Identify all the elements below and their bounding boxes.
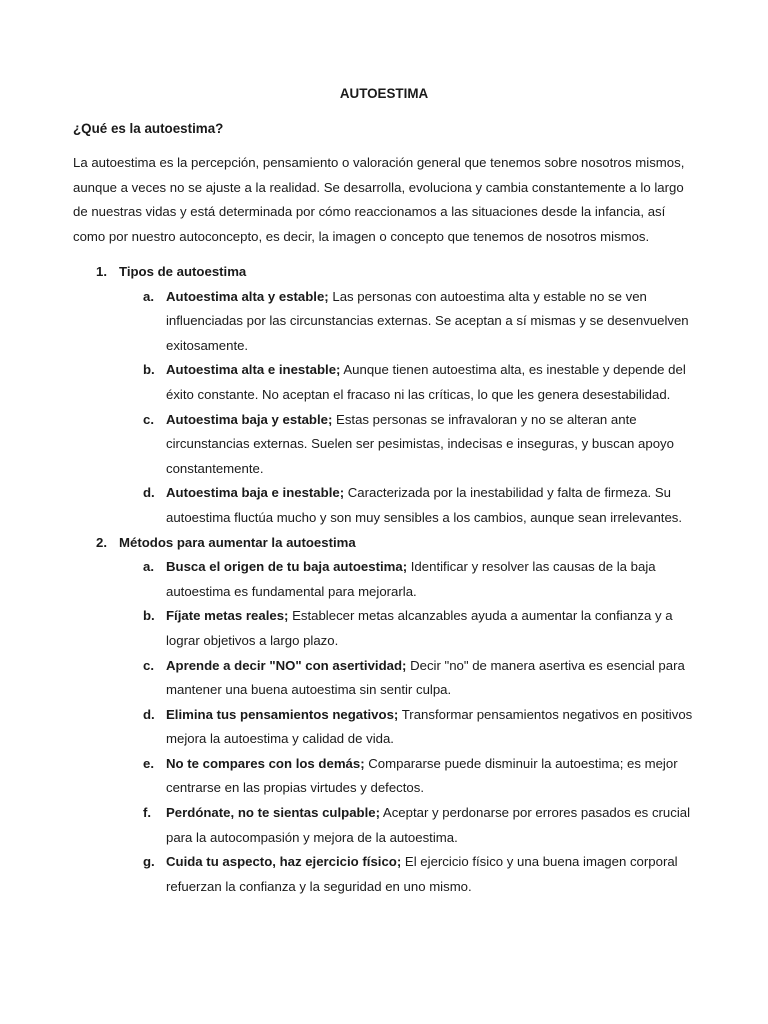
list-item-letter: d. xyxy=(143,485,155,501)
list-item-text: Establecer metas alcanzables ayuda a aumentar la confianza y a lograr objetivos a largo plazo. xyxy=(166,608,673,648)
list-item-term: Autoestima baja y estable; xyxy=(166,411,333,427)
list-item-text: Aunque tienen autoestima alta, es inestable y depende del éxito constante. No aceptan el fracaso ni las críticas, lo que les genera desestabilidad. xyxy=(166,362,686,402)
list-item-term: Aprende a decir "NO" con asertividad; xyxy=(166,657,407,673)
list-item xyxy=(73,654,695,703)
list-item-letter: b. xyxy=(143,362,155,378)
section-number: 1. xyxy=(96,264,107,279)
list-item-term: Fíjate metas reales; xyxy=(166,608,289,624)
list-item xyxy=(73,285,695,359)
list-item xyxy=(73,408,695,482)
list-item-term: Perdónate, no te sientas culpable; xyxy=(166,805,380,821)
list-item-letter: g. xyxy=(143,854,155,870)
list-item xyxy=(73,481,695,530)
list-item-text: Aceptar y perdonarse por errores pasados es crucial para la autocompasión y mejora de la autoestima. xyxy=(166,805,691,845)
list-item xyxy=(73,801,695,850)
section-heading-text: Tipos de autoestima xyxy=(119,264,247,279)
list-section xyxy=(73,531,695,900)
sublist xyxy=(73,285,695,531)
list-item xyxy=(73,850,695,899)
section-heading xyxy=(73,531,695,556)
list-item-letter: f. xyxy=(143,805,152,821)
list-item-term: Autoestima baja e inestable; xyxy=(166,485,345,501)
section-heading-text: Métodos para aumentar la autoestima xyxy=(119,534,356,550)
list-item-term: Elimina tus pensamientos negativos; xyxy=(166,706,399,722)
list-item-term: Autoestima alta y estable; xyxy=(166,288,329,304)
list-item xyxy=(73,555,695,604)
section-number: 2. xyxy=(96,534,107,550)
list-item xyxy=(73,703,695,752)
list-item xyxy=(73,752,695,801)
sublist xyxy=(73,555,695,899)
list-item-text: Decir "no" de manera asertiva es esencial para mantener una buena autoestima sin sentir culpa. xyxy=(166,657,685,698)
list-item-term: Busca el origen de tu baja autoestima; xyxy=(166,559,408,575)
numbered-list xyxy=(73,260,695,899)
list-item-text: Las personas con autoestima alta y estable no se ven influenciadas por las circunstancias externas. Se aceptan a sí mismas y se desenvuelven exitosamente. xyxy=(166,288,689,353)
list-item-text: Caracterizada por la inestabilidad y falta de firmeza. Su autoestima fluctúa mucho y son muy sensibles a los cambios, aunque sean irrelevantes. xyxy=(166,485,683,525)
list-item-text: El ejercicio físico y una buena imagen corporal refuerzan la confianza y la seguridad en uno mismo. xyxy=(166,854,678,894)
list-item-term: Cuida tu aspecto, haz ejercicio físico; xyxy=(166,854,402,870)
list-item-letter: c. xyxy=(143,657,154,673)
list-item xyxy=(73,604,695,653)
list-section xyxy=(73,260,695,531)
list-item-text: Estas personas se infravaloran y no se alteran ante circunstancias externas. Suelen ser pesimistas, indecisas e inseguras, y buscan apoyo constantemente. xyxy=(166,411,674,476)
list-item-term: Autoestima alta e inestable; xyxy=(166,362,341,378)
intro-paragraph: La autoestima es la percepción, pensamiento o valoración general que tenemos sobre nosotros mismos, aunque a veces no se ajuste a la realidad. Se desarrolla, evoluciona y cambia constantemente a lo largo de nuestras vidas y está determinada por cómo reaccionamos a las situaciones desde la infancia, así como por nuestro autoconcepto, es decir, la imagen o concepto que tenemos de nosotros mismos. xyxy=(73,155,685,245)
list-item-letter: a. xyxy=(143,559,154,575)
list-item-term: No te compares con los demás; xyxy=(166,755,365,771)
section-question-heading: ¿Qué es la autoestima? xyxy=(73,121,224,136)
list-item-letter: a. xyxy=(143,288,154,304)
list-item-text: Transformar pensamientos negativos en positivos mejora la autoestima y calidad de vida. xyxy=(166,706,693,747)
list-item-text: Identificar y resolver las causas de la baja autoestima es fundamental para mejorarla. xyxy=(166,559,656,599)
list-item-letter: c. xyxy=(143,411,154,427)
list-item-letter: b. xyxy=(143,608,155,624)
list-item-letter: e. xyxy=(143,755,154,771)
list-item xyxy=(73,358,695,407)
list-item-text: Compararse puede disminuir la autoestima; es mejor centrarse en las propias virtudes y defectos. xyxy=(166,755,678,796)
document-title: AUTOESTIMA xyxy=(339,86,429,101)
section-heading xyxy=(73,260,695,285)
list-item-letter: d. xyxy=(143,706,155,722)
